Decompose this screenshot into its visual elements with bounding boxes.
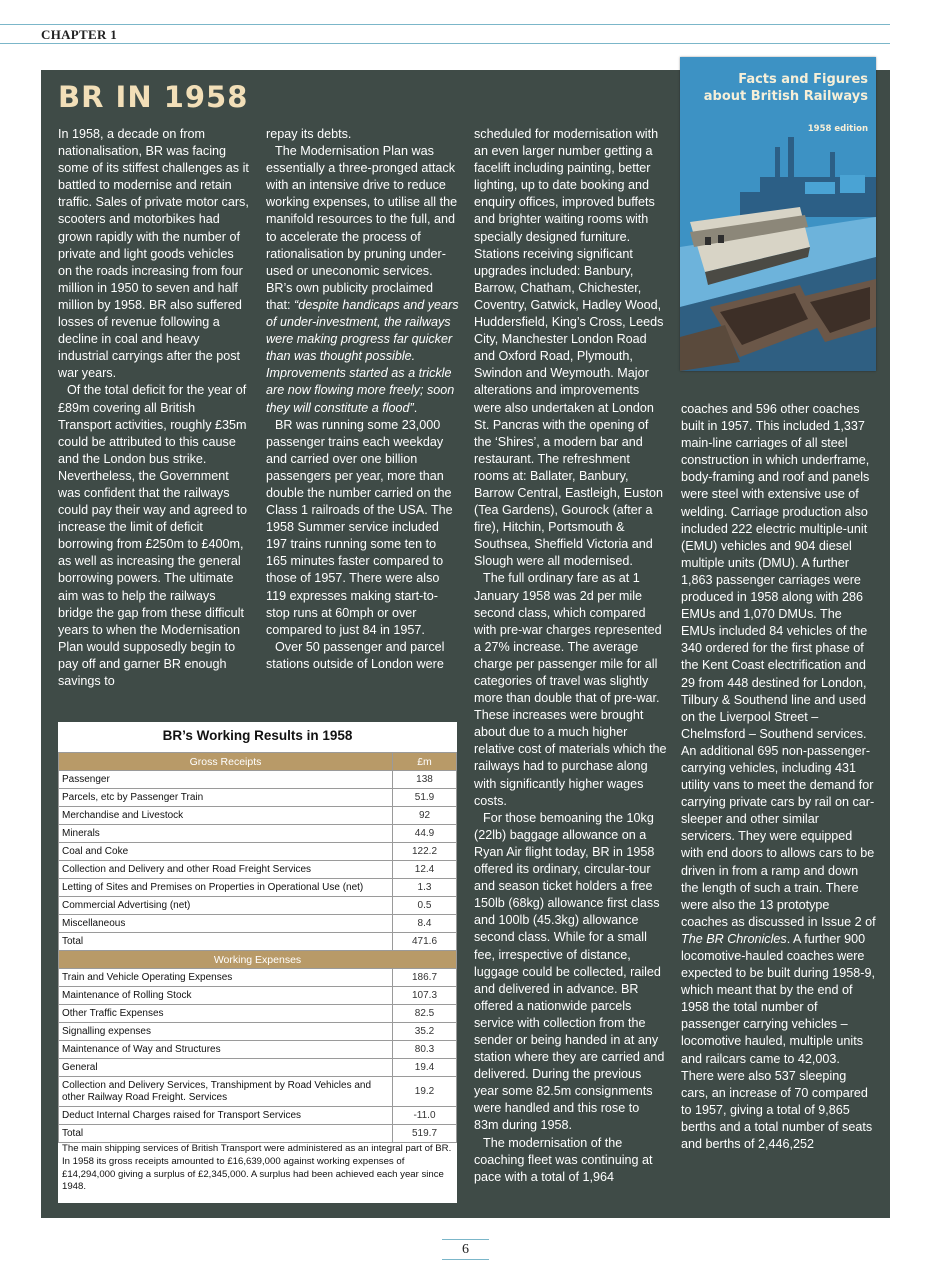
row-value: 8.4 <box>393 915 457 933</box>
row-label: Miscellaneous <box>59 915 393 933</box>
row-label: Collection and Delivery Services, Transhipment by Road Vehicles and other Railway Road Freight. Services <box>59 1077 393 1107</box>
table-row <box>59 843 457 861</box>
table-row <box>59 915 457 933</box>
row-label: Maintenance of Way and Structures <box>59 1041 393 1059</box>
row-value: 107.3 <box>393 987 457 1005</box>
row-value: 19.4 <box>393 1059 457 1077</box>
article-column-3 <box>474 126 667 1186</box>
quote-end: . <box>413 400 418 415</box>
table-row <box>59 897 457 915</box>
paragraph: Over 50 passenger and parcel stations outside of London were <box>266 639 445 671</box>
working-results-table <box>58 752 457 1143</box>
article-column-2 <box>266 126 460 673</box>
paragraph: For those bemoaning the 10kg (22lb) baggage allowance on a Ryan Air flight today, BR in 1958 offered its ordinary, circular-tour and season ticket holders a free 150lb (68kg) allowance first class and 100lb (45.3kg) allowance second class. While for a small fee, irrespective of distance, luggage could be collected, railed and delivered in advance. BR offered a nationwide parcels service with collection from the sender or being handed in at any station where they are carried and delivered. During the previous year some 82.5m consignments were handled and this rose to 83m during 1958. <box>474 810 665 1133</box>
paragraph: repay its debts. <box>266 127 352 141</box>
table-row <box>59 1077 457 1107</box>
paragraph: The modernisation of the coaching fleet was continuing at pace with a total of 1,964 <box>474 1135 653 1184</box>
booklet-cover-image <box>680 57 876 371</box>
expenses-header: Working Expenses <box>59 951 457 969</box>
paragraph-text: coaches and 596 other coaches built in 1957. This included 1,337 main-line carriages of all steel construction in which underframe, body-framing and roof and panels were steel with extensive use of welding. Carriage production also included 222 electric multiple-unit (EMU) vehicles and 904 diesel multiple units (DMU). A further 1,863 passenger carriages were produced in 1958 along with 286 EMUs and 1,070 DMUs. The EMUs included 84 vehicles of the 340 ordered for the first phase of the Kent Coast electrification and 29 from 448 destined for London, Tilbury & Southend line and used on the Liverpool Street – Chelmsford – Southend services. An additional 695 non-passenger-carrying vehicles, including 431 utility vans to meet the demand for carrying private cars by rail on car-sleeper and other similar servicers. They were equipped with end doors to allows cars to be driven in from a ramp and down the length of such a train. There were also the 13 prototype coaches as discussed in Issue 2 of <box>681 402 876 929</box>
table-section-header <box>59 951 457 969</box>
paragraph: In 1958, a decade on from nationalisation, BR was facing some of its stiffest challenges as it battled to modernise and retain traffic. Sales of private motor cars, scooters and motorbikes had grown rapidly with the number of private and light goods vehicles on the roads increasing from four million in 1950 to seven and half million by 1958. BR also suffered losses of revenue following a decline in coal and heavy industrial carryings after the post war years. <box>58 127 249 381</box>
paragraph-text: . A further 900 locomotive-hauled coaches were expected to be built during 1958-9, which meant that by the end of 1958 the total number of passenger carrying vehicles – locomotive hauled, multiple units and railcars came to 42,003. There were also 537 sleeping cars, an increase of 70 compared to 1957, giving a total of 9,865 berths and a total number of seats and berths of 2,446,252 <box>681 931 875 1152</box>
row-value: -11.0 <box>393 1107 457 1125</box>
table-section-header <box>59 753 457 771</box>
paragraph <box>266 143 460 417</box>
row-value: 51.9 <box>393 789 457 807</box>
cover-edition: 1958 edition <box>807 124 868 134</box>
table-row <box>59 1059 457 1077</box>
row-label: Parcels, etc by Passenger Train <box>59 789 393 807</box>
paragraph: The full ordinary fare as at 1 January 1958 was 2d per mile second class, which compared with pre-war charges represented a 27% increase. The average charge per passenger mile for all categories of travel was slightly more than double that of pre-war. These increases were brought about due to a much higher relative cost of materials which the railways had to purchase along with significantly higher wages costs. <box>474 571 667 808</box>
row-label: Passenger <box>59 771 393 789</box>
page-number: 6 <box>442 1239 489 1260</box>
chapter-label: CHAPTER 1 <box>41 27 118 42</box>
row-label: General <box>59 1059 393 1077</box>
table-row <box>59 969 457 987</box>
row-value: 122.2 <box>393 843 457 861</box>
table-row-total <box>59 933 457 951</box>
row-value: 471.6 <box>393 933 457 951</box>
cover-title-line: Facts and Figures <box>738 72 868 87</box>
row-label: Collection and Delivery and other Road Freight Services <box>59 861 393 879</box>
row-label: Merchandise and Livestock <box>59 807 393 825</box>
row-value: 186.7 <box>393 969 457 987</box>
paragraph: Of the total deficit for the year of £89m covering all British Transport activities, roughly £35m could be attributed to this cause and the London bus strike. Nevertheless, the Government was confident that the railways could pay their way and agreed to increase the limit of deficit borrowing from £250m to £400m, as well as increasing the general borrowing powers. The ultimate aim was to help the railways bridge the gap from these difficult years to when the Modernisation Plan would supposedly begin to pay off and garner BR enough savings to <box>58 383 248 688</box>
unit-header: £m <box>393 753 457 771</box>
header-rule-top <box>0 24 890 25</box>
row-value: 138 <box>393 771 457 789</box>
row-label: Other Traffic Expenses <box>59 1005 393 1023</box>
row-label: Maintenance of Rolling Stock <box>59 987 393 1005</box>
row-value: 92 <box>393 807 457 825</box>
paragraph-text: The Modernisation Plan was essentially a three-pronged attack with an intensive drive to reduce working expenses, to utilise all the manifold resources to the full, and to accelerate the process of rationalisation by pruning under-used or uneconomic services. BR’s own publicity proclaimed that: <box>266 144 458 312</box>
row-value: 1.3 <box>393 879 457 897</box>
table-row <box>59 789 457 807</box>
table-row <box>59 1005 457 1023</box>
row-value: 12.4 <box>393 861 457 879</box>
receipts-header: Gross Receipts <box>59 753 393 771</box>
cover-title <box>704 71 868 105</box>
row-label: Total <box>59 1125 393 1143</box>
row-label: Total <box>59 933 393 951</box>
row-value: 44.9 <box>393 825 457 843</box>
row-label: Minerals <box>59 825 393 843</box>
article-column-1 <box>58 126 250 690</box>
row-value: 519.7 <box>393 1125 457 1143</box>
paragraph: scheduled for modernisation with an even larger number getting a facelift including painting, better lighting, up to date booking and enquiry offices, improved buffets and brighter waiting rooms with specially designed furniture. Stations receiving significant upgrades included: Banbury, Barrow, Chatham, Chichester, Coventry, Gatwick, Hadley Wood, Huddersfield, King’s Cross, Leeds City, Manchester London Road and Oxford Road, Plymouth, Swindon and Weymouth. Major alterations and improvements were also undertaken at London St. Pancras with the opening of the ‘Shires’, a modern bar and restaurant. The refreshment rooms at: Ballater, Banbury, Barrow Central, Eastleigh, Euston (Tea Gardens), Gourock (after a fire), Hitchin, Portsmouth & Southsea, Sheffield Victoria and Slough were all modernised. <box>474 127 664 569</box>
table-row <box>59 1041 457 1059</box>
table-row <box>59 1107 457 1125</box>
row-value: 0.5 <box>393 897 457 915</box>
table-title: BR’s Working Results in 1958 <box>162 728 353 743</box>
table-row <box>59 1023 457 1041</box>
table-row <box>59 825 457 843</box>
table-row <box>59 807 457 825</box>
row-label: Letting of Sites and Premises on Properties in Operational Use (net) <box>59 879 393 897</box>
row-label: Deduct Internal Charges raised for Transport Services <box>59 1107 393 1125</box>
cover-title-line: about British Railways <box>703 89 868 104</box>
row-value: 80.3 <box>393 1041 457 1059</box>
table-row <box>59 879 457 897</box>
row-value: 19.2 <box>393 1077 457 1107</box>
row-label: Commercial Advertising (net) <box>59 897 393 915</box>
paragraph: BR was running some 23,000 passenger trains each weekday and carried over one billion passengers per year, more than double the number carried on the Class 1 railroads of the USA. The 1958 Summer service included 197 trains running some ten to 165 minutes faster compared to those of 1957. There were also 119 expresses making start-to-stop runs at 60mph or over compared to just 84 in 1957. <box>266 417 453 637</box>
paragraph <box>681 401 876 1153</box>
row-value: 82.5 <box>393 1005 457 1023</box>
table-footnote: The main shipping services of British Transport were administered as an integral part of BR. In 1958 its gross receipts amounted to £16,639,000 against working expenses of £14,294,000 giving a surplus of £2,345,000. A surplus had been achieved each year since 1948. <box>62 1143 452 1193</box>
row-value: 35.2 <box>393 1023 457 1041</box>
row-label: Train and Vehicle Operating Expenses <box>59 969 393 987</box>
row-label: Coal and Coke <box>59 843 393 861</box>
table-row <box>59 987 457 1005</box>
table-row <box>59 861 457 879</box>
table-row-total <box>59 1125 457 1143</box>
row-label: Signalling expenses <box>59 1023 393 1041</box>
article-column-4 <box>681 401 876 1153</box>
working-results-box <box>58 722 457 1203</box>
publication-title: The BR Chronicles <box>681 931 787 946</box>
publicity-quote: “despite handicaps and years of under-investment, the railways were making progress far quicker than was thought possible. Improvements started as a trickle are now flowing more freely; soon they will constitute a flood” <box>266 297 459 415</box>
header-rule-bottom <box>0 43 890 44</box>
article-title: BR IN 1958 <box>58 80 249 114</box>
table-row <box>59 771 457 789</box>
